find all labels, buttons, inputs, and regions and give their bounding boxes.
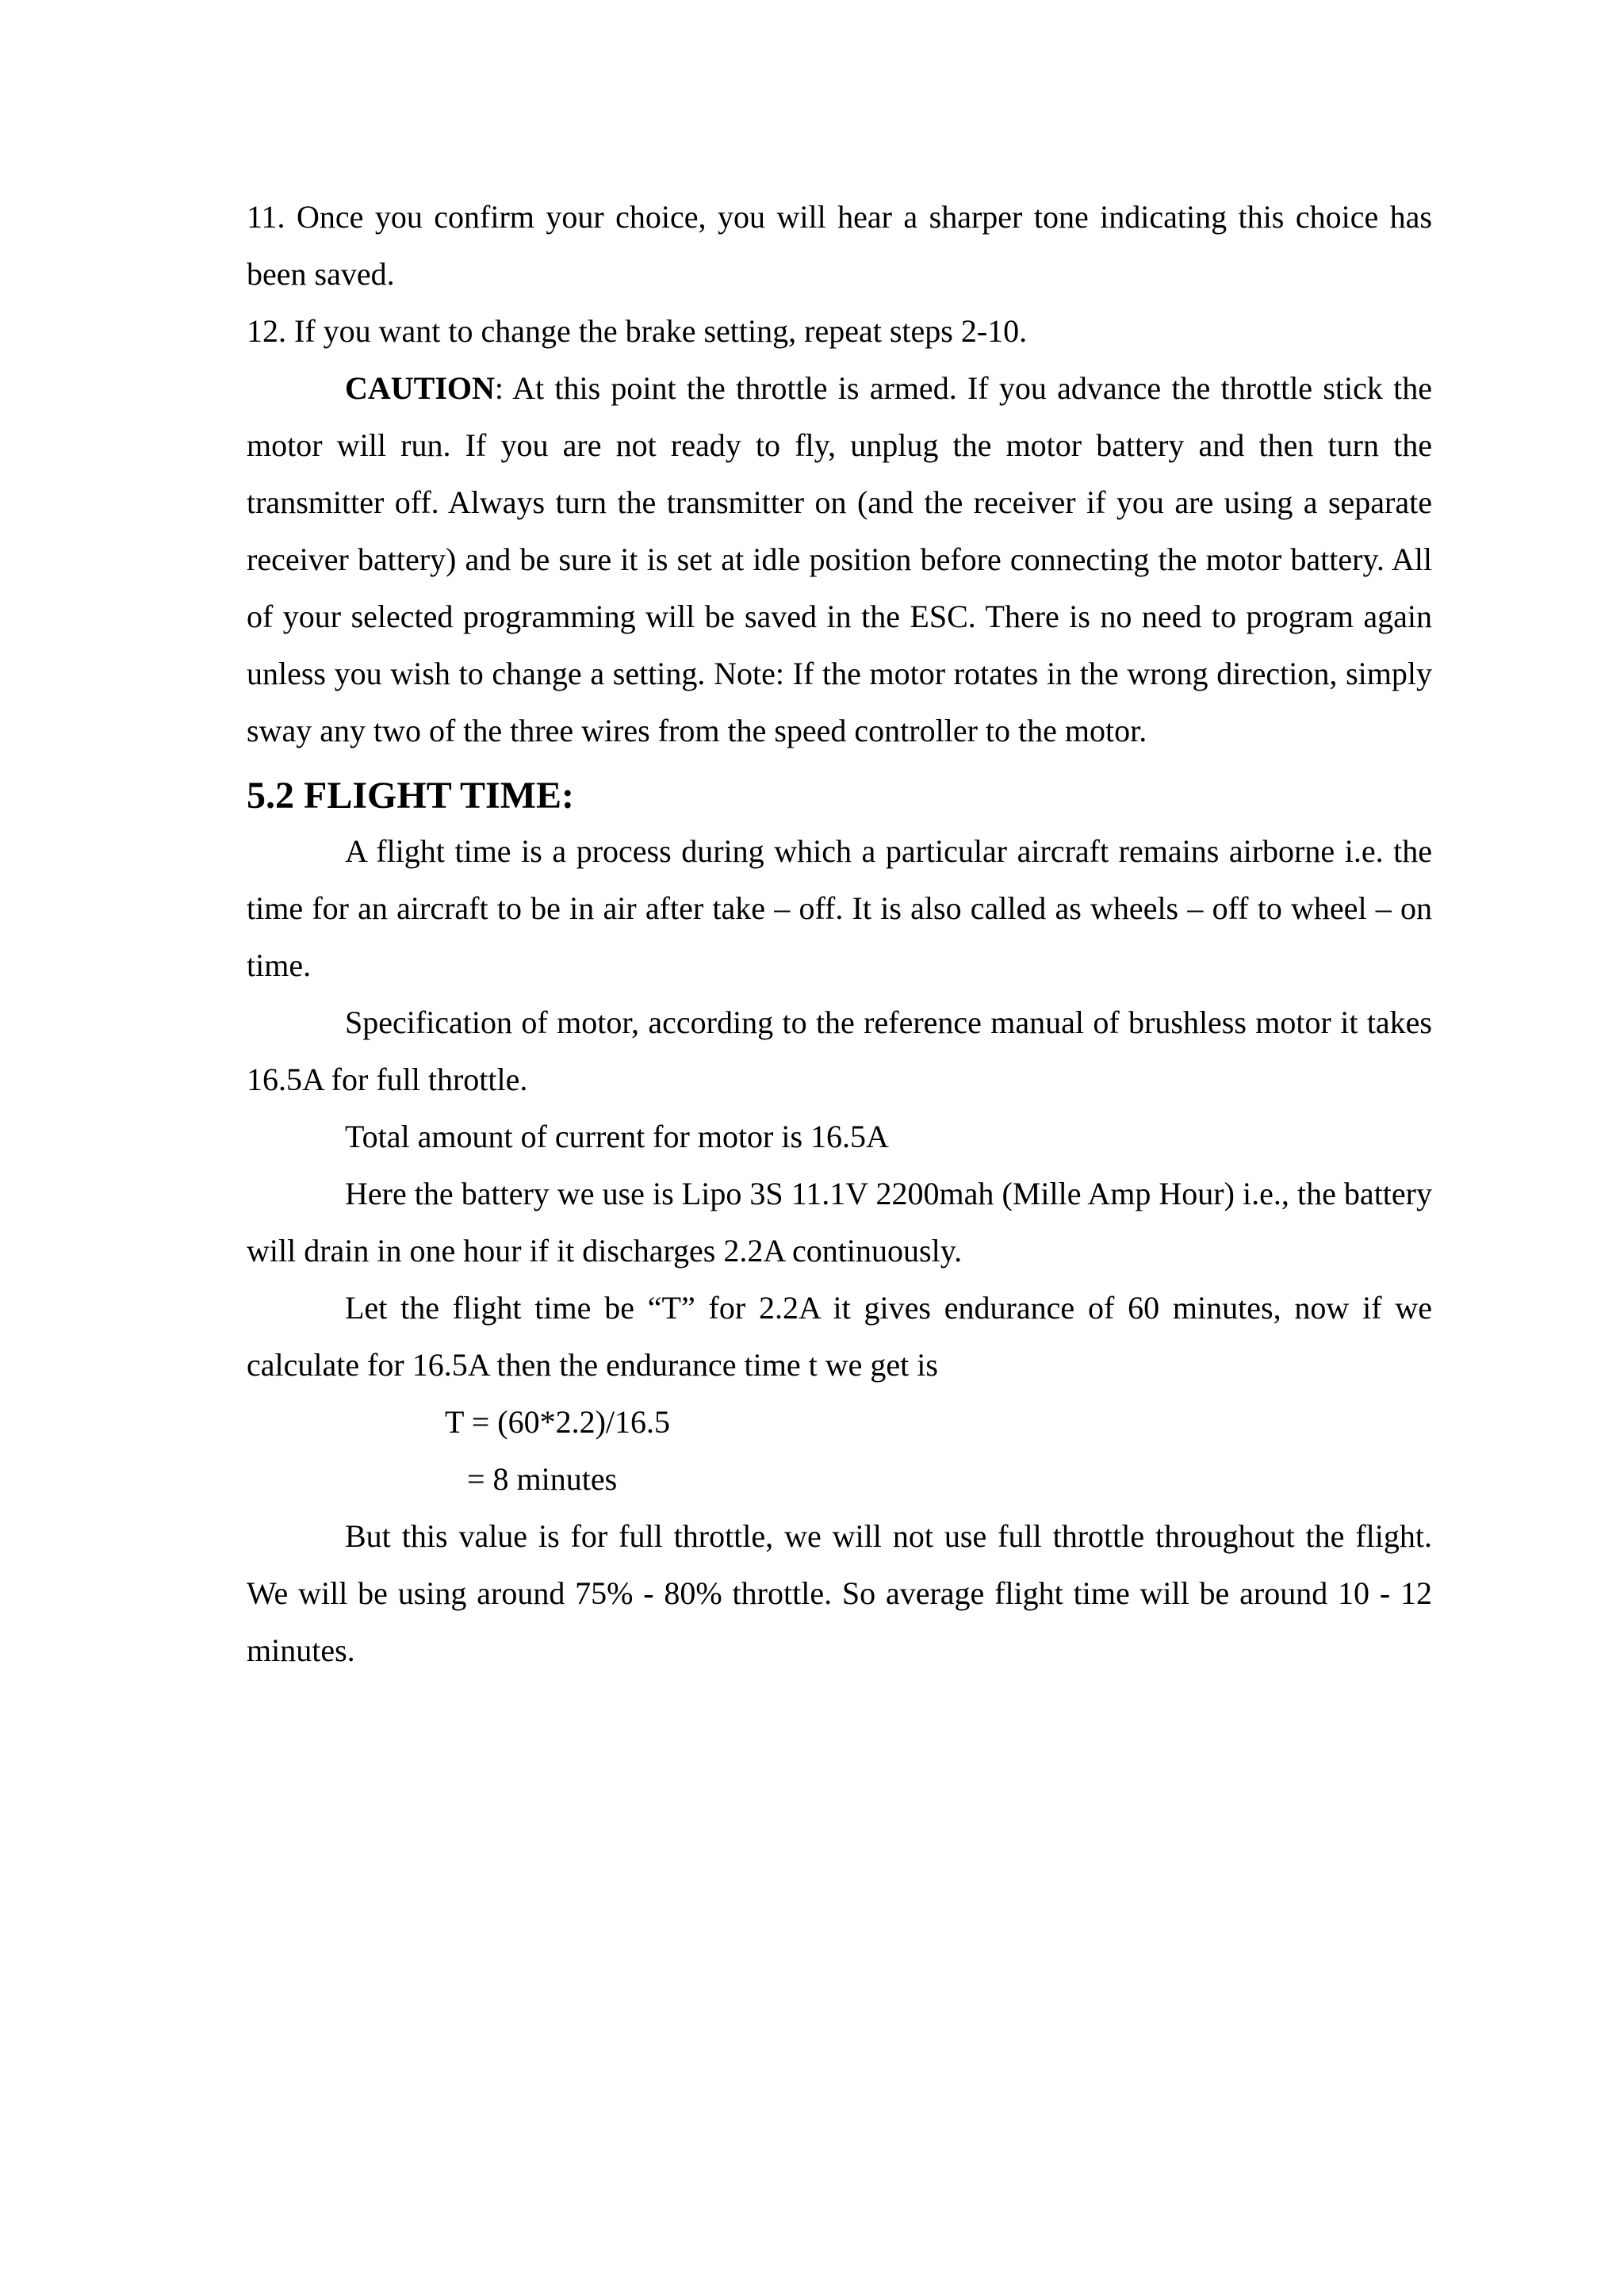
flight-time-definition: A flight time is a process during which a particular aircraft remains airborne i.e. the time for an aircraft to be in air after take – off. It is also called as wheels – off to wheel – on time. [247,833,1432,983]
caution-paragraph [247,360,1432,760]
caution-text: : At this point the throttle is armed. If you advance the throttle stick the motor will run. If you are not ready to fly, unplug the motor battery and then turn the transmitter off. Always turn the transmitter on (and the receiver if you are using a separate receiver battery) and be sure it is set at idle position before connecting the motor battery. All of your selected programming will be saved in the ESC. There is no need to program again unless you wish to change a setting. Note: If the motor rotates in the wrong direction, simply sway any two of the three wires from the speed controller to the motor. [247,370,1432,748]
average-flight-time: But this value is for full throttle, we will not use full throttle throughout the flight. We will be using around 75% - 80% throttle. So average flight time will be around 10 - 12 minutes. [247,1518,1432,1668]
flight-time-calculation: Let the flight time be “T” for 2.2A it gives endurance of 60 minutes, now if we calculate for 16.5A then the endurance time t we get is [247,1290,1432,1383]
caution-label: CAUTION [345,370,495,406]
battery-description: Here the battery we use is Lipo 3S 11.1V 2200mah (Mille Amp Hour) i.e., the battery will drain in one hour if it discharges 2.2A continuously. [247,1176,1432,1269]
motor-specification: Specification of motor, according to the reference manual of brushless motor it takes 16.5A for full throttle. [247,1004,1432,1097]
equation-line-1: T = (60*2.2)/16.5 [445,1404,671,1440]
page-content [247,189,1432,1679]
step-12-text: 12. If you want to change the brake setting, repeat steps 2-10. [247,313,1028,349]
step-11-text: 11. Once you confirm your choice, you will hear a sharper tone indicating this choice has been saved. [247,199,1432,292]
equation-line-2: = 8 minutes [467,1461,618,1497]
total-current: Total amount of current for motor is 16.5A [345,1119,889,1154]
section-heading: 5.2 FLIGHT TIME: [247,775,574,817]
